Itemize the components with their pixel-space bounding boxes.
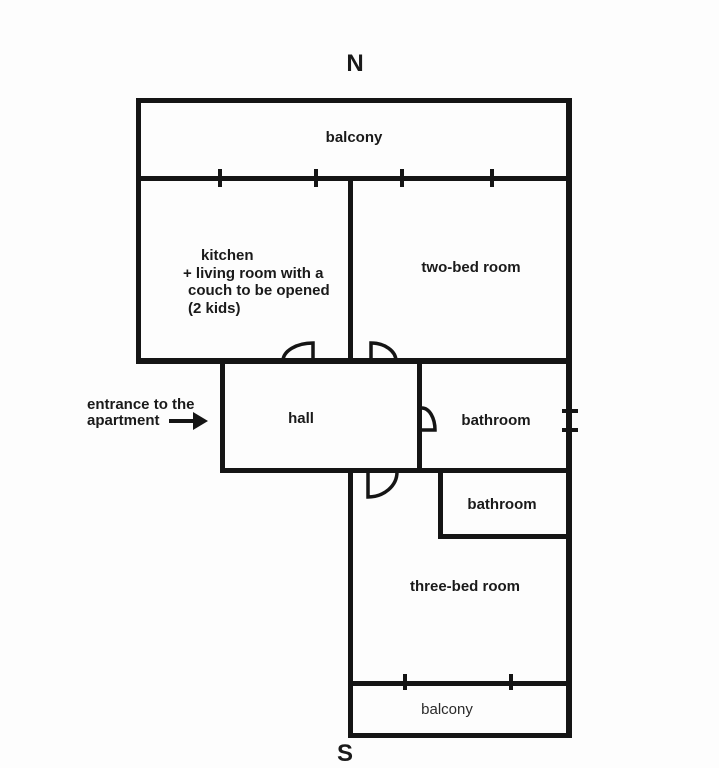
- kitchen-line-1: kitchen: [201, 247, 254, 264]
- kitchen-living-room-label: [183, 247, 330, 317]
- door-arc-three-bed-room: [368, 472, 397, 497]
- door-arc-kitchen: [283, 343, 313, 361]
- balcony-south-label: balcony: [421, 701, 473, 718]
- compass-north-label: N: [346, 50, 364, 77]
- kitchen-line-4: (2 kids): [188, 299, 241, 317]
- balcony-north-label: balcony: [325, 129, 383, 146]
- hall-label: hall: [288, 410, 314, 427]
- bathroom-second-label: bathroom: [467, 496, 537, 513]
- entrance-line-2: apartment: [87, 412, 160, 429]
- door-arc-bathroom: [422, 408, 435, 430]
- kitchen-line-2: + living room with a: [183, 264, 324, 282]
- two-bed-room-label: two-bed room: [421, 259, 521, 276]
- compass-south-label: S: [336, 740, 353, 767]
- bathroom-main-label: bathroom: [461, 412, 531, 429]
- entrance-arrow-head: [193, 412, 208, 430]
- entrance-line-1: entrance to the: [87, 396, 195, 413]
- three-bed-room-label: three-bed room: [409, 578, 520, 595]
- kitchen-line-3: couch to be opened: [188, 282, 330, 299]
- entrance-annotation: [87, 397, 195, 429]
- door-arc-two-bed-room: [371, 343, 396, 361]
